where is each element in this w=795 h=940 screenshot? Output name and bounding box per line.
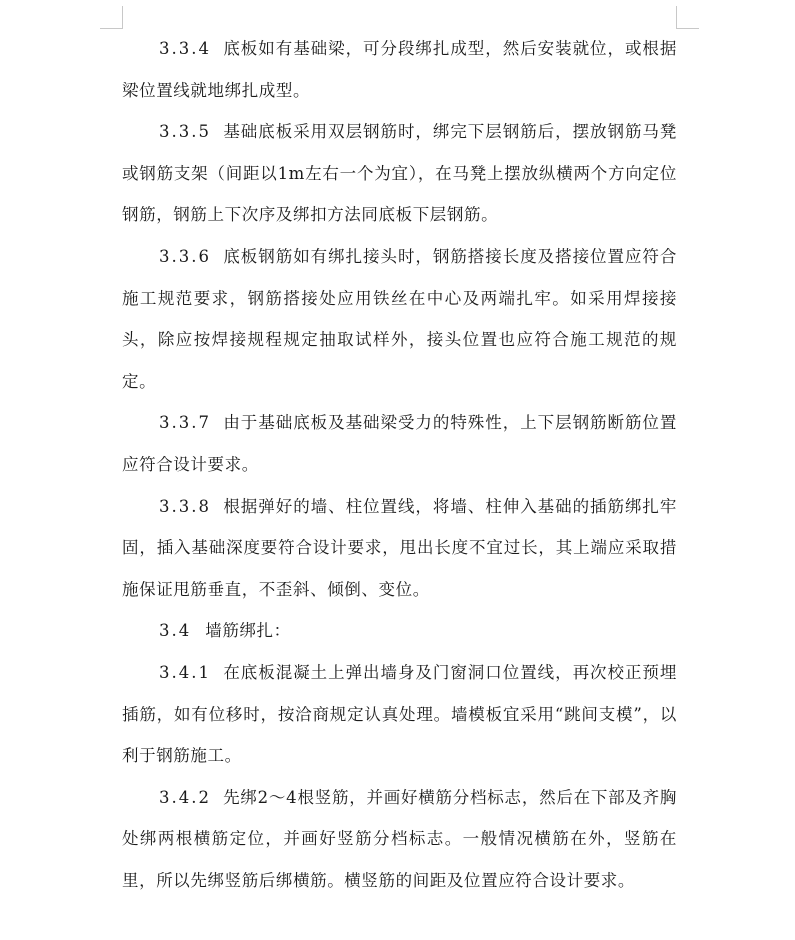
section-number: 3.3.5 xyxy=(159,122,211,142)
section-number: 3.4.2 xyxy=(159,787,211,807)
paragraph-3-3-6 xyxy=(122,236,677,402)
section-number: 3.3.6 xyxy=(159,246,211,266)
paragraph-3-4-2 xyxy=(122,777,677,902)
section-number: 3.4 xyxy=(159,621,192,641)
section-number: 3.3.8 xyxy=(159,496,211,516)
paragraph-text: 根据弹好的墙、柱位置线，将墙、柱伸入基础的插筋绑扎牢固，插入基础深度要符合设计要求，甩出长度不宜过长，其上端应采取措施保证甩筋垂直，不歪斜、倾倒、变位。 xyxy=(122,496,677,599)
document-page xyxy=(122,28,677,901)
paragraph-3-3-7 xyxy=(122,402,677,485)
paragraph-text: 基础底板采用双层钢筋时，绑完下层钢筋后，摆放钢筋马凳或钢筋支架（间距以1m左右一个为宜），在马凳上摆放纵横两个方向定位钢筋，钢筋上下次序及绑扣方法同底板下层钢筋。 xyxy=(122,122,677,225)
page-corner-mark-top-left xyxy=(100,6,123,29)
paragraph-3-3-5 xyxy=(122,111,677,236)
paragraph-text: 在底板混凝土上弹出墙身及门窗洞口位置线，再次校正预埋插筋，如有位移时，按洽商规定认真处理。墙模板宜采用“跳间支模”，以利于钢筋施工。 xyxy=(122,662,677,766)
paragraph-3-4-1 xyxy=(122,652,677,777)
section-heading-3-4 xyxy=(122,610,677,652)
paragraph-text: 先绑2～4根竖筋，并画好横筋分档标志，然后在下部及齐胸处绑两根横筋定位，并画好竖筋分档标志。一般情况横筋在外，竖筋在里，所以先绑竖筋后绑横筋。横竖筋的间距及位置应符合设计要求。 xyxy=(122,787,677,890)
paragraph-text: 底板如有基础梁，可分段绑扎成型，然后安装就位，或根据梁位置线就地绑扎成型。 xyxy=(122,39,677,100)
section-number: 3.3.4 xyxy=(159,39,211,58)
paragraph-text: 底板钢筋如有绑扎接头时，钢筋搭接长度及搭接位置应符合施工规范要求，钢筋搭接处应用铁丝在中心及两端扎牢。如采用焊接接头，除应按焊接规程规定抽取试样外，接头位置也应符合施工规范的规定。 xyxy=(122,246,677,391)
section-number: 3.4.1 xyxy=(159,662,211,682)
section-number: 3.3.7 xyxy=(159,413,211,433)
paragraph-text: 由于基础底板及基础梁受力的特殊性，上下层钢筋断筋位置应符合设计要求。 xyxy=(122,413,677,474)
paragraph-3-3-8 xyxy=(122,486,677,611)
section-heading-text: 墙筋绑扎： xyxy=(205,621,291,641)
page-corner-mark-top-right xyxy=(676,6,699,29)
paragraph-3-3-4 xyxy=(122,28,677,111)
